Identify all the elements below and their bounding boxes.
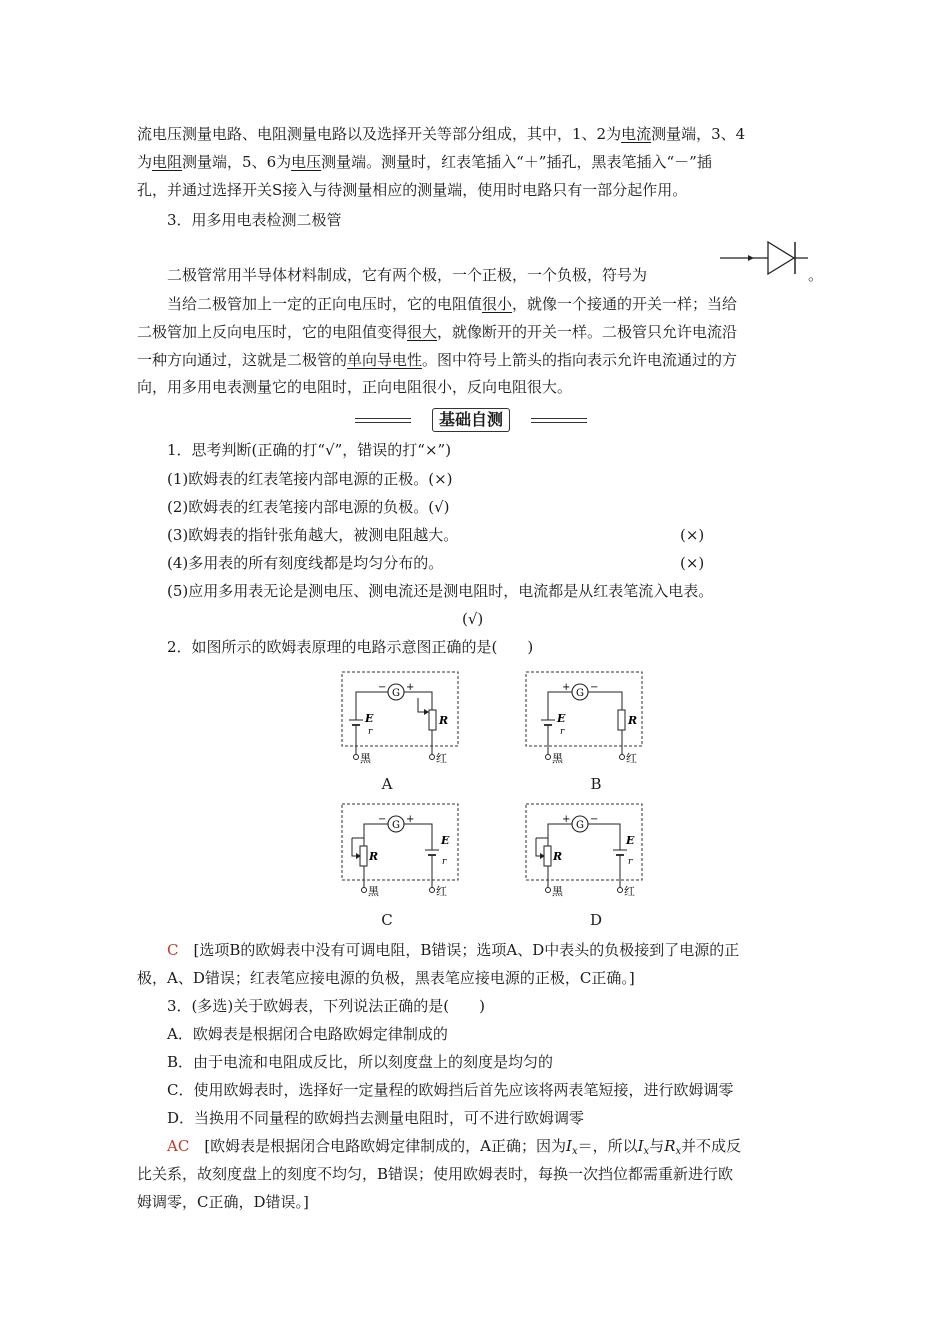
q1-item-5: (5)应用多用表无论是测电压、测电流还是测电阻时，电流都是从红表笔流入电表。 <box>167 582 714 600</box>
circuit-d-label: D <box>589 911 603 929</box>
q1-item-3: (3)欧姆表的指针张角越大，被测电阻越大。 <box>167 526 459 544</box>
underline-resistance: 电阻 <box>152 153 183 171</box>
underline-voltage: 电压 <box>291 153 322 171</box>
svg-text:R: R <box>369 850 379 863</box>
svg-text:+: + <box>406 682 415 693</box>
circuit-c-label: C <box>381 911 393 929</box>
circuit-d <box>522 800 646 900</box>
svg-text:R: R <box>628 714 638 727</box>
q1-item-2: (2)欧姆表的红表笔接内部电源的负极。(√) <box>167 498 450 516</box>
svg-text:+: + <box>562 814 571 825</box>
q3-answer: AC <box>167 1137 190 1155</box>
underline-unidirectional: 单向导电性 <box>347 351 423 369</box>
underline-current: 电流 <box>621 125 652 143</box>
diode-paragraph-5: 向，用多用电表测量它的电阻时，正向电阻很小，反向电阻很大。 <box>137 378 573 396</box>
q3-stem: 3．(多选)关于欧姆表，下列说法正确的是( ) <box>167 997 485 1015</box>
svg-text:G: G <box>576 820 584 831</box>
circuit-b <box>522 670 646 770</box>
svg-text:−: − <box>590 682 599 693</box>
q3-option-b: B．由于电流和电阻成反比，所以刻度盘上的刻度是均匀的 <box>167 1053 554 1071</box>
diode-paragraph-1: 二极管常用半导体材料制成，它有两个极，一个正极，一个负极，符号为 <box>167 266 648 284</box>
svg-text:红: 红 <box>626 752 637 765</box>
diode-paragraph-3: 二极管加上反向电压时，它的电阻值变得很大，就像断开的开关一样。二极管只允许电流沿 <box>137 323 738 341</box>
svg-text:黑: 黑 <box>360 752 371 765</box>
svg-text:红: 红 <box>624 885 635 898</box>
svg-text:E: E <box>365 712 374 725</box>
q1-item-5-mark: (√) <box>462 610 484 628</box>
svg-text:−: − <box>590 814 599 825</box>
diode-paragraph-2: 当给二极管加上一定的正向电压时，它的电阻值很小，就像一个接通的开关一样；当给 <box>167 295 738 313</box>
q2-explanation-1: C [选项B的欧姆表中没有可调电阻，B错误；选项A、D中表头的负极接到了电源的正 <box>167 941 740 959</box>
svg-text:r: r <box>368 727 373 737</box>
intro-line-2: 为电阻测量端，5、6为电压测量端。测量时，红表笔插入“＋”插孔，黑表笔插入“－”插 <box>137 153 712 171</box>
svg-text:r: r <box>442 857 447 867</box>
q1-item-4: (4)多用表的所有刻度线都是均匀分布的。 <box>167 554 444 572</box>
q3-option-c: C．使用欧姆表时，选择好一定量程的欧姆挡后首先应该将两表笔短接，进行欧姆调零 <box>167 1081 734 1099</box>
intro-line-3: 孔，并通过选择开关S接入与待测量相应的测量端，使用时电路只有一部分起作用。 <box>137 181 688 199</box>
q1-item-1: (1)欧姆表的红表笔接内部电源的正极。(×) <box>167 470 453 488</box>
q1-item-4-mark: (×) <box>680 554 705 572</box>
q3-explanation-2: 比关系，故刻度盘上的刻度不均匀，B错误；使用欧姆表时，每换一次挡位都需重新进行欧 <box>137 1165 734 1183</box>
svg-text:黑: 黑 <box>368 885 379 898</box>
svg-text:E: E <box>626 834 635 847</box>
q1-item-3-mark: (×) <box>680 526 705 544</box>
svg-text:黑: 黑 <box>552 885 563 898</box>
svg-text:−: − <box>378 682 387 693</box>
svg-text:r: r <box>560 727 565 737</box>
section-3-heading: 3．用多用电表检测二极管 <box>167 211 342 229</box>
svg-text:G: G <box>392 688 400 699</box>
diode-paragraph-1-end: 。 <box>808 266 824 284</box>
q3-option-d: D．当换用不同量程的欧姆挡去测量电阻时，可不进行欧姆调零 <box>167 1109 585 1127</box>
q3-explanation-1: AC [欧姆表是根据闭合电路欧姆定律制成的，A正确；因为$I_x=$，所以$I_x$与$R_x$并不成反 <box>167 1137 742 1157</box>
circuit-a <box>338 670 462 770</box>
svg-text:红: 红 <box>436 752 447 765</box>
q2-answer: C <box>167 941 179 959</box>
svg-text:E: E <box>441 834 450 847</box>
svg-text:R: R <box>553 850 563 863</box>
svg-text:黑: 黑 <box>552 752 563 765</box>
svg-text:G: G <box>576 688 584 699</box>
svg-text:+: + <box>562 682 571 693</box>
svg-text:红: 红 <box>436 885 447 898</box>
underline-very-large: 很大 <box>407 323 438 341</box>
svg-text:G: G <box>392 820 400 831</box>
q1-stem: 1．思考判断(正确的打“√”，错误的打“×”) <box>167 441 452 459</box>
intro-line-1: 流电压测量电路、电阻测量电路以及选择开关等部分组成，其中，1、2为电流测量端，3、4 <box>137 125 746 143</box>
circuit-c <box>338 800 462 900</box>
circuit-b-label: B <box>590 775 602 793</box>
banner-title: 基础自测 <box>432 408 510 432</box>
section-banner <box>355 408 587 430</box>
diode-paragraph-4: 一种方向通过，这就是二极管的单向导电性。图中符号上箭头的指向表示允许电流通过的方 <box>137 351 738 369</box>
svg-text:r: r <box>628 857 633 867</box>
q3-explanation-3: 姆调零，C正确，D错误。] <box>137 1193 309 1211</box>
q2-explanation-2: 极，A、D错误；红表笔应接电源的负极，黑表笔应接电源的正极，C正确。] <box>137 969 635 987</box>
circuit-a-label: A <box>381 775 393 793</box>
underline-very-small: 很小 <box>482 295 513 313</box>
svg-text:+: + <box>406 814 415 825</box>
q2-stem: 2．如图所示的欧姆表原理的电路示意图正确的是( ) <box>167 638 534 656</box>
diode-symbol <box>718 238 810 278</box>
svg-text:E: E <box>557 712 566 725</box>
svg-text:R: R <box>439 714 449 727</box>
q3-option-a: A．欧姆表是根据闭合电路欧姆定律制成的 <box>167 1025 448 1043</box>
svg-text:−: − <box>378 814 387 825</box>
